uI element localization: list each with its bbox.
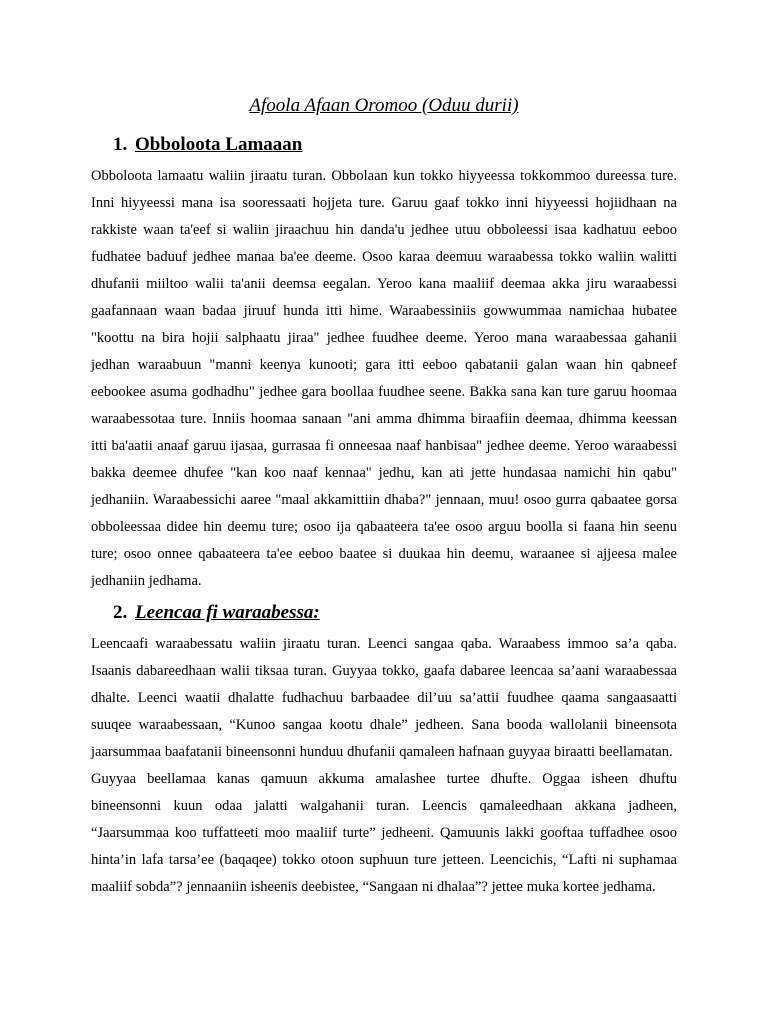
document-title: Afoola Afaan Oromoo (Oduu durii) [249,95,519,116]
section-heading-2 [113,599,677,627]
section-number: 2. [113,602,128,623]
section-title: Leencaa fi waraabessa: [135,602,320,623]
section-2-paragraph-2: Guyyaa beellamaa kanas qamuun akkuma amalashee turtee dhufte. Oggaa isheen dhuftu bineensonni kuun odaa jalatti walgahanii turan. Leencis qamaleedhaan akkana jadheen, “Jaarsummaa koo tuffatteeti moo maaliif turte” jedheeni. Qamuunis lakki gooftaa tuffadhee osoo hinta’in lafa tarsa’ee (baqaqee) tokko otoon suphuun ture jetteen. Leencichis, “Lafti ni suphamaa maaliif sobda”? jennaaniin isheenis deebistee, “Sangaan ni dhalaa”? jettee muka kortee jedhama. [91,771,677,895]
section-1-paragraph: Obboloota lamaatu waliin jiraatu turan. Obbolaan kun tokko hiyyeessa tokkommoo dureessa ture. Inni hiyyeessi mana isa sooressaati hojjeta ture. Garuu gaaf tokko inni hiyyeessi hojiidhaan na rakkiste waan ta'eef si waliin jiraachuu hin danda'u jedhee utuu obboleessi isaa kadhatuu eeboo fudhatee baduuf jedhee manaa ba'ee deeme. Osoo karaa deemuu waraabessa tokko waliin walitti dhufanii miiltoo walii ta'anii deemsa eegalan. Yeroo kana maaliif deemaa akka jiru waraabessi gaafannaan waan badaa jiruuf hunda itti hime. Waraabessiniis gowwummaa namichaa hubatee "koottu na bira hojii salphaatu jiraa" jedhee fuudhee deeme. Yeroo mana waraabessaa gahanii jedhan waraabuun "manni keenya kunooti; gara itti eeboo qabatanii galan waan hin qabneef eebookee asuma godhadhu" jedhee gara boollaa fuudhee seene. Bakka sana kan ture garuu hoomaa waraabessotaa ture. Inniis hoomaa sanaan "ani amma dhimma biraafiin deemaa, dhimma keessan itti ba'aatii anaaf garuu ijasaa, gurrasaa fi onneesaa naaf hanbisaa" jedhee deeme. Yeroo waraabessi bakka deemee dhufee "kan koo naaf kennaa" jedhu, kan ati jette hundasaa namichi hin qabu" jedhaniin. Waraabessichi aaree "maal akkamittiin dhaba?" jennaan, muu! osoo gurra qabaatee gorsa obboleessaa didee hin deemu ture; osoo ija qabaateera ta'ee osoo arguu boolla si faana hin seenu ture; osoo onnee qabaateera ta'ee eeboo baatee si duukaa hin deemu, waraanee si ajjeesa malee jedhaniin jedhama. [91,168,677,589]
section-number: 1. [113,134,128,155]
section-title: Obboloota Lamaaan [135,134,303,155]
section-2-paragraph-1: Leencaafi waraabessatu waliin jiraatu turan. Leenci sangaa qaba. Waraabess immoo sa’a qaba. Isaanis dabareedhaan walii tiksaa turan. Guyyaa tokko, gaafa dabaree leencaa sa’aani waraabessaa dhalte. Leenci waatii dhalatte fudhachuu barbaadee dil’uu sa’attii fuudhee qaama sangaasaatti suuqee waraabessaan, “Kunoo sangaa kootu dhale” jedheen. Sana booda wallolanii bineensota jaarsummaa baafatanii bineensonni hunduu dhufanii qamaleen hafnaan guyyaa biraatti beellamatan. [91,636,677,760]
section-heading-1 [113,131,677,159]
document-page [91,92,677,901]
